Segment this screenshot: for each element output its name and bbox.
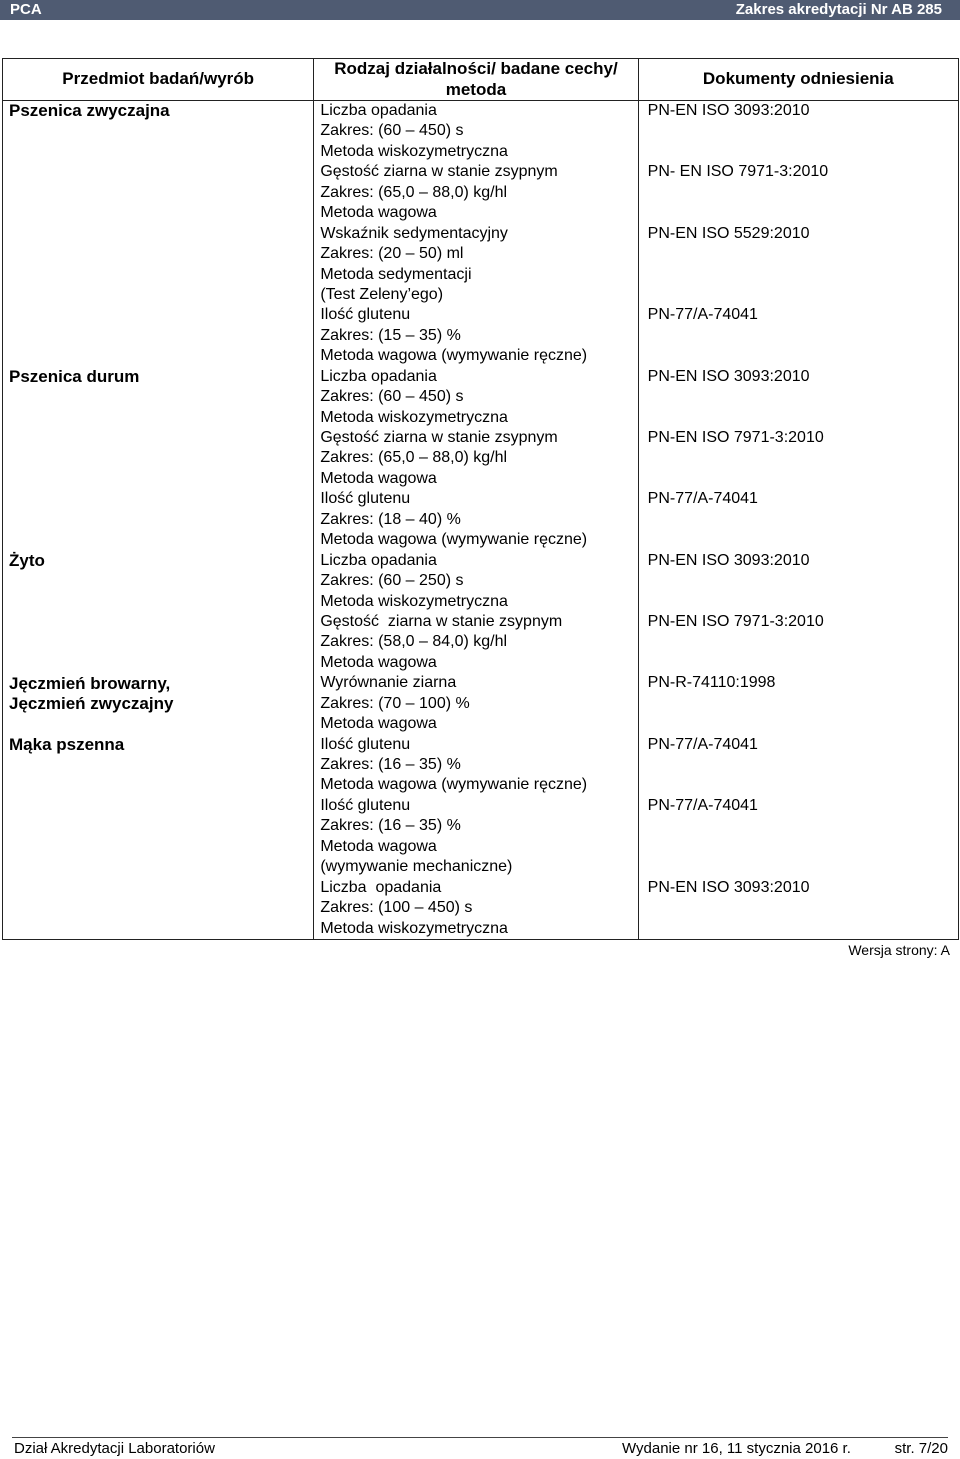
- footer-department: Dział Akredytacji Laboratoriów: [14, 1440, 215, 1457]
- product-name: Pszenica zwyczajna: [9, 101, 170, 120]
- document-reference: [648, 898, 958, 918]
- document-reference: PN-EN ISO 5529:2010: [647, 224, 810, 242]
- method-line: Metoda wagowa (wymywanie ręczne): [320, 531, 588, 549]
- footer-edition: Wydanie nr 16, 11 stycznia 2016 r.: [622, 1440, 851, 1457]
- method-line: Metoda wagowa: [320, 653, 437, 671]
- method-line: Metoda wagowa: [320, 837, 437, 855]
- document-reference: [648, 469, 958, 489]
- footer-divider: [12, 1437, 948, 1438]
- document-reference: PN-EN ISO 7971-3:2010: [647, 429, 824, 446]
- method-line: Liczba opadania: [320, 102, 437, 119]
- document-reference: [648, 346, 958, 366]
- header-document-title: Zakres akredytacji Nr AB 285: [735, 1, 942, 18]
- method-line: Metoda wiskozymetryczna: [320, 919, 508, 937]
- page-header-bar: [0, 0, 960, 20]
- method-line: Zakres: (100 – 450) s: [320, 899, 473, 917]
- subject-cell: [3, 101, 314, 940]
- product-name: Jęczmień browarny, Jęczmień zwyczajny: [9, 673, 174, 714]
- document-reference: [648, 142, 958, 162]
- column-header-documents: Dokumenty odniesienia: [638, 59, 958, 101]
- column-header-method: Rodzaj działalności/ badane cechy/ metoda: [314, 59, 638, 101]
- column-header-subject: Przedmiot badań/wyrób: [3, 59, 314, 101]
- document-reference: PN-EN ISO 3093:2010: [647, 367, 810, 385]
- method-line: Metoda wiskozymetryczna: [320, 408, 508, 426]
- document-reference: [648, 121, 958, 141]
- method-line: Liczba opadania: [320, 878, 442, 896]
- method-line: Liczba opadania: [320, 367, 437, 385]
- document-reference: [648, 530, 958, 550]
- document-reference: PN-EN ISO 7971-3:2010: [647, 612, 824, 630]
- table-header-row: [3, 59, 959, 101]
- method-line: Zakres: (16 – 35) %: [320, 756, 461, 773]
- method-line: Zakres: (70 – 100) %: [320, 694, 470, 712]
- footer-page-number: str. 7/20: [894, 1440, 948, 1457]
- document-reference: [648, 857, 958, 877]
- method-line: Zakres: (60 – 250) s: [320, 572, 464, 590]
- method-line: Metoda wagowa (wymywanie ręczne): [320, 776, 588, 794]
- document-reference: [648, 326, 958, 346]
- method-line: Liczba opadania: [320, 551, 437, 569]
- method-line: Ilość glutenu: [320, 796, 411, 814]
- document-reference: [648, 837, 958, 857]
- method-line: Metoda wiskozymetryczna: [320, 142, 508, 160]
- document-reference: [648, 694, 958, 714]
- document-reference: [648, 265, 958, 285]
- header-org: PCA: [10, 1, 42, 18]
- method-line: Zakres: (20 – 50) ml: [320, 245, 464, 263]
- method-line: Ilość glutenu: [320, 490, 411, 508]
- method-line: Ilość glutenu: [320, 306, 411, 324]
- method-line: Metoda sedymentacji: [320, 265, 472, 283]
- document-reference: [648, 448, 958, 468]
- documents-cell: [638, 101, 958, 940]
- product-name: Żyto: [9, 550, 45, 570]
- method-line: Metoda wagowa: [320, 715, 437, 733]
- method-line: (wymywanie mechaniczne): [320, 858, 513, 876]
- method-line: Zakres: (18 – 40) %: [320, 510, 461, 528]
- method-line: Gęstość ziarna w stanie zsypnym: [320, 612, 563, 630]
- method-line: Gęstość ziarna w stanie zsypnym: [320, 163, 558, 181]
- document-reference: [648, 714, 958, 734]
- method-line: Wyrównanie ziarna: [320, 674, 457, 692]
- method-line: Zakres: (16 – 35) %: [320, 817, 461, 835]
- method-line: Zakres: (60 – 450) s: [320, 122, 464, 140]
- method-line: Zakres: (58,0 – 84,0) kg/hl: [320, 633, 508, 651]
- document-reference: [648, 775, 958, 795]
- accreditation-table: [2, 58, 959, 940]
- document-reference: [648, 203, 958, 223]
- document-reference: PN-77/A-74041: [647, 735, 758, 753]
- page-version: Wersja strony: A: [848, 942, 950, 958]
- document-reference: [648, 387, 958, 407]
- method-line: Zakres: (65,0 – 88,0) kg/hl: [320, 449, 508, 467]
- document-reference: [648, 632, 958, 652]
- method-line: Metoda wiskozymetryczna: [320, 592, 508, 610]
- method-line: Metoda wagowa (wymywanie ręczne): [320, 347, 588, 365]
- method-line: Zakres: (65,0 – 88,0) kg/hl: [320, 183, 508, 201]
- method-line: Wskaźnik sedymentacyjny: [320, 224, 508, 242]
- document-reference: [648, 285, 958, 305]
- method-line: Zakres: (15 – 35) %: [320, 326, 461, 344]
- document-reference: [648, 510, 958, 530]
- document-reference: PN-77/A-74041: [647, 490, 758, 508]
- document-reference: [648, 755, 958, 775]
- document-reference: [648, 653, 958, 673]
- document-reference: PN-EN ISO 3093:2010: [647, 878, 810, 896]
- table-row: [3, 101, 959, 940]
- document-reference: PN-EN ISO 3093:2010: [647, 102, 810, 119]
- product-name: Mąka pszenna: [9, 734, 125, 754]
- method-line: Metoda wagowa: [320, 469, 437, 487]
- document-reference: PN-77/A-74041: [647, 306, 758, 324]
- document-reference: [648, 592, 958, 612]
- method-line: Metoda wagowa: [320, 204, 437, 222]
- document-reference: [648, 244, 958, 264]
- document-reference: PN-EN ISO 3093:2010: [647, 551, 810, 569]
- method-line: (Test Zeleny’ego): [320, 285, 444, 303]
- document-reference: [648, 919, 958, 939]
- document-reference: PN-77/A-74041: [647, 796, 758, 814]
- document-reference: [648, 816, 958, 836]
- method-line: Gęstość ziarna w stanie zsypnym: [320, 429, 558, 446]
- document-reference: [648, 183, 958, 203]
- method-cell: [314, 101, 638, 940]
- document-reference: PN- EN ISO 7971-3:2010: [647, 163, 829, 181]
- method-line: Ilość glutenu: [320, 735, 411, 753]
- document-reference: [648, 571, 958, 591]
- product-name: Pszenica durum: [9, 366, 140, 386]
- document-reference: [648, 408, 958, 428]
- document-reference: PN-R-74110:1998: [647, 674, 776, 692]
- method-line: Zakres: (60 – 450) s: [320, 388, 464, 406]
